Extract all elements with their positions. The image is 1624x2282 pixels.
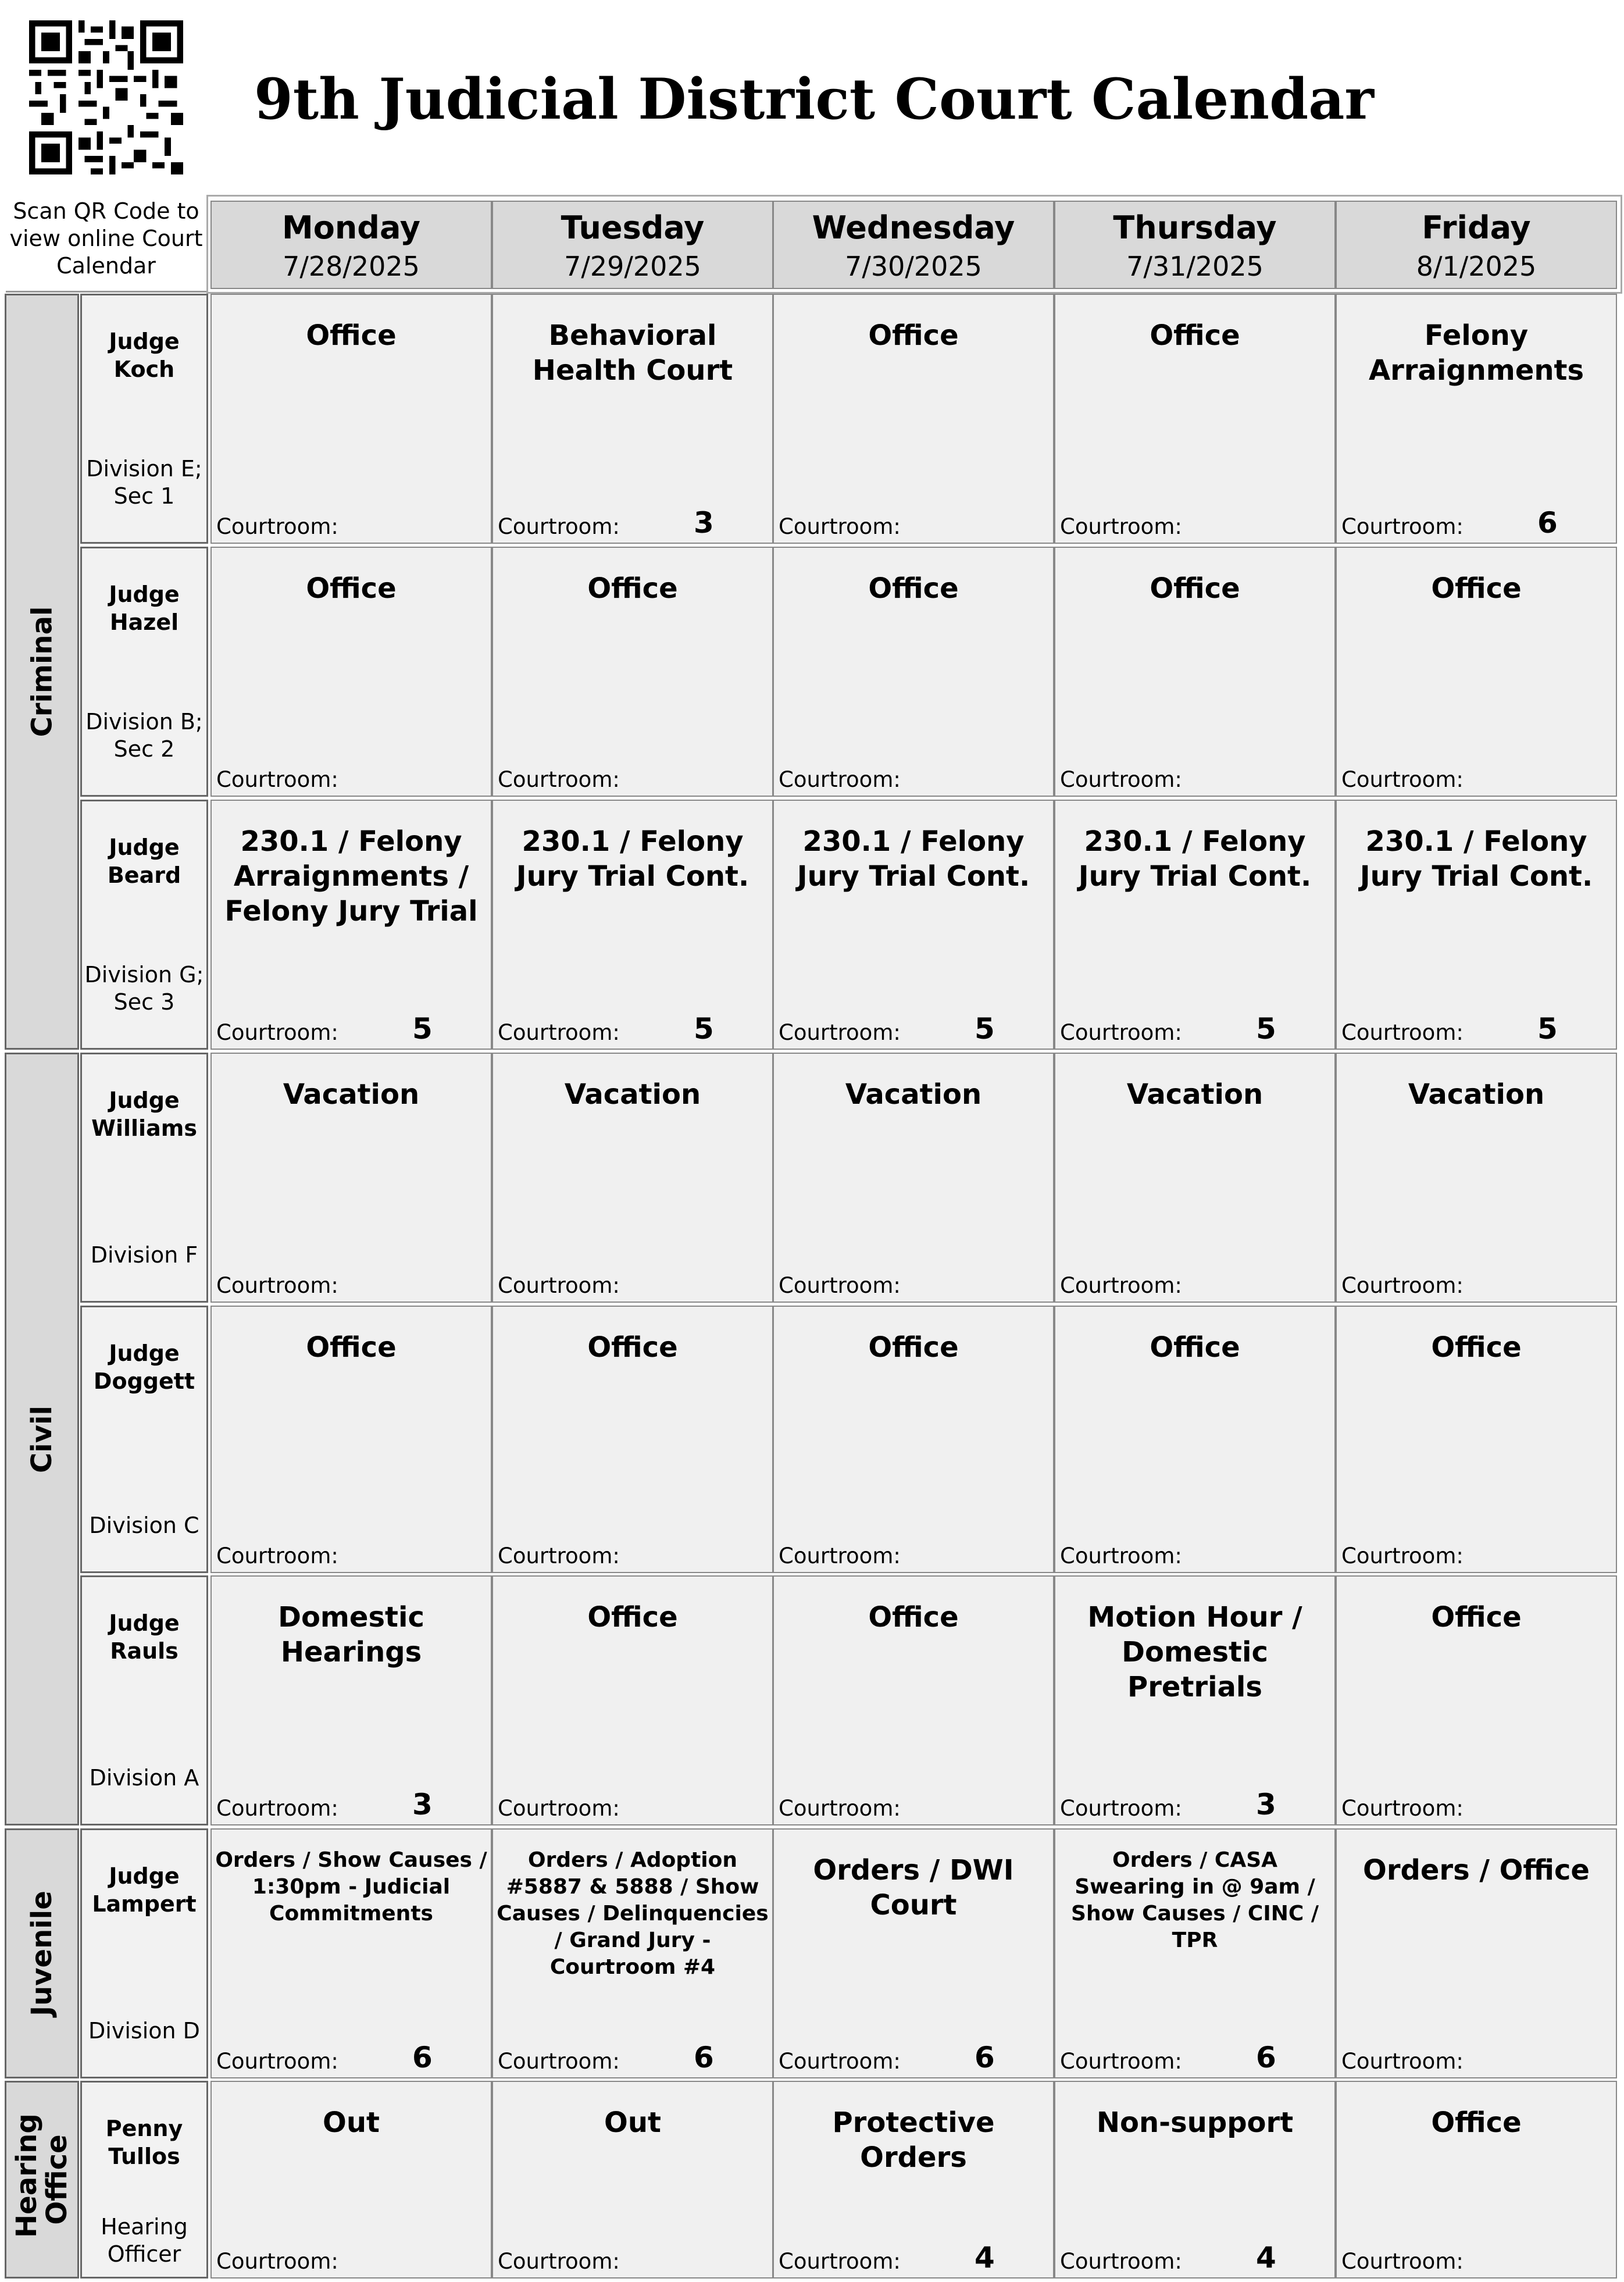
day-date: 7/31/2025 — [1126, 251, 1263, 282]
calendar-cell — [492, 800, 773, 1050]
judge-name: Judge Williams — [91, 1087, 197, 1141]
event-text: Vacation — [1126, 1078, 1263, 1111]
courtroom-label: Courtroom: — [1060, 1273, 1182, 1298]
courtroom-label: Courtroom: — [498, 1020, 620, 1045]
courtroom-number: 6 — [1537, 506, 1558, 540]
group-label — [5, 1053, 79, 1825]
event-text: Office — [306, 572, 397, 605]
courtroom-label: Courtroom: — [779, 1273, 901, 1298]
event-text: 230.1 / Felony Jury Trial Cont. — [516, 825, 749, 893]
courtroom-label: Courtroom: — [216, 1020, 338, 1045]
courtroom-number: 5 — [412, 1012, 433, 1046]
courtroom-label: Courtroom: — [1341, 1796, 1464, 1821]
calendar-cell — [492, 1053, 773, 1303]
group-label — [5, 1828, 79, 2078]
calendar-cell — [1336, 2081, 1617, 2279]
courtroom-label: Courtroom: — [1341, 514, 1464, 539]
qr-code-image — [29, 17, 183, 177]
courtroom-number: 4 — [975, 2241, 995, 2274]
calendar-cell — [492, 294, 773, 544]
calendar-cell — [492, 547, 773, 797]
calendar-cell — [492, 2081, 773, 2279]
event-text: Vacation — [283, 1078, 420, 1111]
calendar-cell — [1054, 800, 1336, 1050]
calendar-cell — [1336, 1306, 1617, 1573]
judge-name: Judge Koch — [109, 329, 180, 382]
courtroom-number: 5 — [975, 1012, 995, 1046]
calendar-cell — [210, 2081, 492, 2279]
day-date: 8/1/2025 — [1416, 251, 1537, 282]
calendar-cell — [210, 1828, 492, 2078]
courtroom-label: Courtroom: — [1341, 2249, 1464, 2274]
calendar-cell — [1054, 1575, 1336, 1825]
courtroom-label: Courtroom: — [216, 2249, 338, 2274]
event-text: Office — [1431, 572, 1522, 605]
event-text: Behavioral Health Court — [532, 319, 733, 387]
page-title: 9th Judicial District Court Calendar — [254, 66, 1374, 132]
courtroom-number: 6 — [975, 2041, 995, 2074]
calendar-cell — [492, 1828, 773, 2078]
calendar-cell — [1336, 1053, 1617, 1303]
courtroom-number: 3 — [412, 1788, 433, 1821]
division-label: Division B; Sec 2 — [85, 709, 203, 762]
event-text: Orders / Office — [1363, 1854, 1590, 1887]
courtroom-label: Courtroom: — [1060, 2049, 1182, 2074]
courtroom-label: Courtroom: — [1341, 1543, 1464, 1568]
courtroom-label: Courtroom: — [498, 1543, 620, 1568]
judge-name: Judge Beard — [107, 835, 181, 888]
courtroom-label: Courtroom: — [779, 1796, 901, 1821]
courtroom-label: Courtroom: — [779, 2249, 901, 2274]
calendar-cell — [210, 1053, 492, 1303]
courtroom-label: Courtroom: — [498, 2049, 620, 2074]
calendar-cell — [1336, 800, 1617, 1050]
group-label-text: Civil — [26, 1405, 58, 1473]
calendar-cell — [1054, 1053, 1336, 1303]
event-text: Protective Orders — [832, 2106, 995, 2174]
courtroom-number: 3 — [1256, 1788, 1276, 1821]
division-label: Division E; Sec 1 — [86, 456, 202, 509]
day-name: Thursday — [1113, 209, 1277, 246]
event-text: Office — [1431, 2106, 1522, 2139]
day-header — [492, 201, 773, 289]
day-header — [773, 201, 1054, 289]
event-text: Office — [1431, 1331, 1522, 1364]
event-text: Motion Hour / Domestic Pretrials — [1087, 1601, 1302, 1703]
judge-info — [80, 800, 208, 1050]
division-label: Division A — [89, 1765, 199, 1791]
day-name: Monday — [282, 209, 420, 246]
day-name: Friday — [1422, 209, 1531, 246]
courtroom-number: 4 — [1256, 2241, 1276, 2274]
event-text: Out — [323, 2106, 380, 2139]
event-text: Office — [868, 319, 959, 352]
calendar-cell — [773, 1306, 1054, 1573]
event-text: Office — [306, 319, 397, 352]
calendar-cell — [773, 800, 1054, 1050]
calendar-cell — [210, 1575, 492, 1825]
courtroom-label: Courtroom: — [1060, 1543, 1182, 1568]
event-text: 230.1 / Felony Arraignments / Felony Jury Trial — [224, 825, 478, 928]
event-text: Non-support — [1096, 2106, 1294, 2139]
courtroom-label: Courtroom: — [498, 767, 620, 792]
event-text: Vacation — [1408, 1078, 1545, 1111]
courtroom-label: Courtroom: — [1060, 767, 1182, 792]
courtroom-label: Courtroom: — [1060, 2249, 1182, 2274]
calendar-cell — [492, 1575, 773, 1825]
judge-info — [80, 1306, 208, 1573]
courtroom-label: Courtroom: — [1341, 1273, 1464, 1298]
event-text: Out — [604, 2106, 661, 2139]
qr-note: Scan QR Code to view online Court Calendar — [6, 198, 206, 293]
day-date: 7/28/2025 — [283, 251, 420, 282]
day-name: Tuesday — [561, 209, 705, 246]
event-text: 230.1 / Felony Jury Trial Cont. — [1078, 825, 1312, 893]
calendar-cell — [773, 294, 1054, 544]
calendar-cell — [773, 1828, 1054, 2078]
event-text: Office — [587, 1601, 678, 1634]
division-label: Division C — [89, 1513, 199, 1538]
judge-info — [80, 1575, 208, 1825]
event-text: 230.1 / Felony Jury Trial Cont. — [1359, 825, 1593, 893]
group-label — [5, 2081, 79, 2279]
calendar-cell — [1336, 1575, 1617, 1825]
division-label: Division D — [88, 2018, 200, 2044]
calendar-cell — [1054, 547, 1336, 797]
courtroom-number: 5 — [694, 1012, 714, 1046]
judge-name: Judge Hazel — [109, 582, 180, 635]
judge-name: Judge Rauls — [109, 1610, 180, 1664]
event-text: Orders / Adoption #5887 & 5888 / Show Causes / Delinquencies / Grand Jury - Courtroom #4 — [497, 1848, 769, 1979]
courtroom-label: Courtroom: — [1060, 1796, 1182, 1821]
courtroom-label: Courtroom: — [498, 2249, 620, 2274]
calendar-cell — [773, 547, 1054, 797]
courtroom-label: Courtroom: — [216, 1796, 338, 1821]
courtroom-label: Courtroom: — [1341, 1020, 1464, 1045]
calendar-cell — [773, 1575, 1054, 1825]
event-text: Vacation — [845, 1078, 982, 1111]
courtroom-label: Courtroom: — [216, 2049, 338, 2074]
event-text: Office — [1431, 1601, 1522, 1634]
group-label-text: Juvenile — [26, 1891, 59, 2016]
day-header — [1336, 201, 1617, 289]
calendar-cell — [210, 294, 492, 544]
courtroom-number: 6 — [412, 2041, 433, 2074]
calendar-cell — [1336, 1828, 1617, 2078]
courtroom-label: Courtroom: — [1341, 2049, 1464, 2074]
event-text: Orders / DWI Court — [813, 1854, 1014, 1921]
event-text: Domestic Hearings — [278, 1601, 424, 1668]
event-text: Felony Arraignments — [1368, 319, 1584, 387]
calendar-cell — [1054, 1306, 1336, 1573]
courtroom-number: 3 — [694, 506, 714, 540]
calendar-cell — [1054, 1828, 1336, 2078]
event-text: Office — [868, 1331, 959, 1364]
judge-name: Judge Doggett — [93, 1340, 195, 1394]
judge-info — [80, 2081, 208, 2279]
event-text: Office — [868, 572, 959, 605]
courtroom-number: 5 — [1256, 1012, 1276, 1046]
event-text: Office — [587, 1331, 678, 1364]
courtroom-number: 5 — [1537, 1012, 1558, 1046]
division-label: Division F — [90, 1242, 198, 1268]
courtroom-label: Courtroom: — [1060, 514, 1182, 539]
courtroom-label: Courtroom: — [779, 1020, 901, 1045]
judge-name: Penny Tullos — [105, 2116, 183, 2169]
event-text: Orders / Show Causes / 1:30pm - Judicial Commitments — [215, 1848, 487, 1926]
courtroom-label: Courtroom: — [779, 514, 901, 539]
calendar-cell — [1336, 294, 1617, 544]
event-text: Office — [1150, 572, 1240, 605]
calendar-cell — [773, 2081, 1054, 2279]
group-label — [5, 294, 79, 1050]
courtroom-number: 6 — [1256, 2041, 1276, 2074]
event-text: Office — [1150, 1331, 1240, 1364]
courtroom-label: Courtroom: — [498, 1796, 620, 1821]
judge-info — [80, 1053, 208, 1303]
courtroom-label: Courtroom: — [216, 1273, 338, 1298]
event-text: 230.1 / Felony Jury Trial Cont. — [797, 825, 1030, 893]
calendar-cell — [210, 547, 492, 797]
courtroom-label: Courtroom: — [216, 1543, 338, 1568]
calendar-cell — [210, 1306, 492, 1573]
judge-name: Judge Lampert — [92, 1863, 197, 1917]
courtroom-label: Courtroom: — [498, 514, 620, 539]
event-text: Office — [868, 1601, 959, 1634]
courtroom-label: Courtroom: — [498, 1273, 620, 1298]
courtroom-label: Courtroom: — [216, 514, 338, 539]
day-header — [210, 201, 492, 289]
event-text: Office — [587, 572, 678, 605]
day-header — [1054, 201, 1336, 289]
event-text: Orders / CASA Swearing in @ 9am / Show Causes / CINC / TPR — [1071, 1848, 1319, 1952]
courtroom-label: Courtroom: — [779, 2049, 901, 2074]
courtroom-label: Courtroom: — [1060, 1020, 1182, 1045]
event-text: Office — [306, 1331, 397, 1364]
event-text: Office — [1150, 319, 1240, 352]
calendar-cell — [1054, 294, 1336, 544]
calendar-cell — [492, 1306, 773, 1573]
calendar-cell — [773, 1053, 1054, 1303]
courtroom-label: Courtroom: — [779, 1543, 901, 1568]
judge-info — [80, 1828, 208, 2078]
judge-info — [80, 547, 208, 797]
day-date: 7/30/2025 — [845, 251, 982, 282]
calendar-cell — [1336, 547, 1617, 797]
calendar-cell — [210, 800, 492, 1050]
courtroom-label: Courtroom: — [1341, 767, 1464, 792]
courtroom-label: Courtroom: — [216, 767, 338, 792]
day-date: 7/29/2025 — [564, 251, 701, 282]
calendar-cell — [1054, 2081, 1336, 2279]
judge-info — [80, 294, 208, 544]
event-text: Vacation — [564, 1078, 701, 1111]
division-label: Hearing Officer — [101, 2214, 188, 2267]
courtroom-number: 6 — [694, 2041, 714, 2074]
division-label: Division G; Sec 3 — [84, 962, 204, 1015]
group-label-text: Hearing Office — [10, 2113, 73, 2238]
group-label-text: Criminal — [26, 606, 58, 737]
day-name: Wednesday — [812, 209, 1015, 246]
courtroom-label: Courtroom: — [779, 767, 901, 792]
